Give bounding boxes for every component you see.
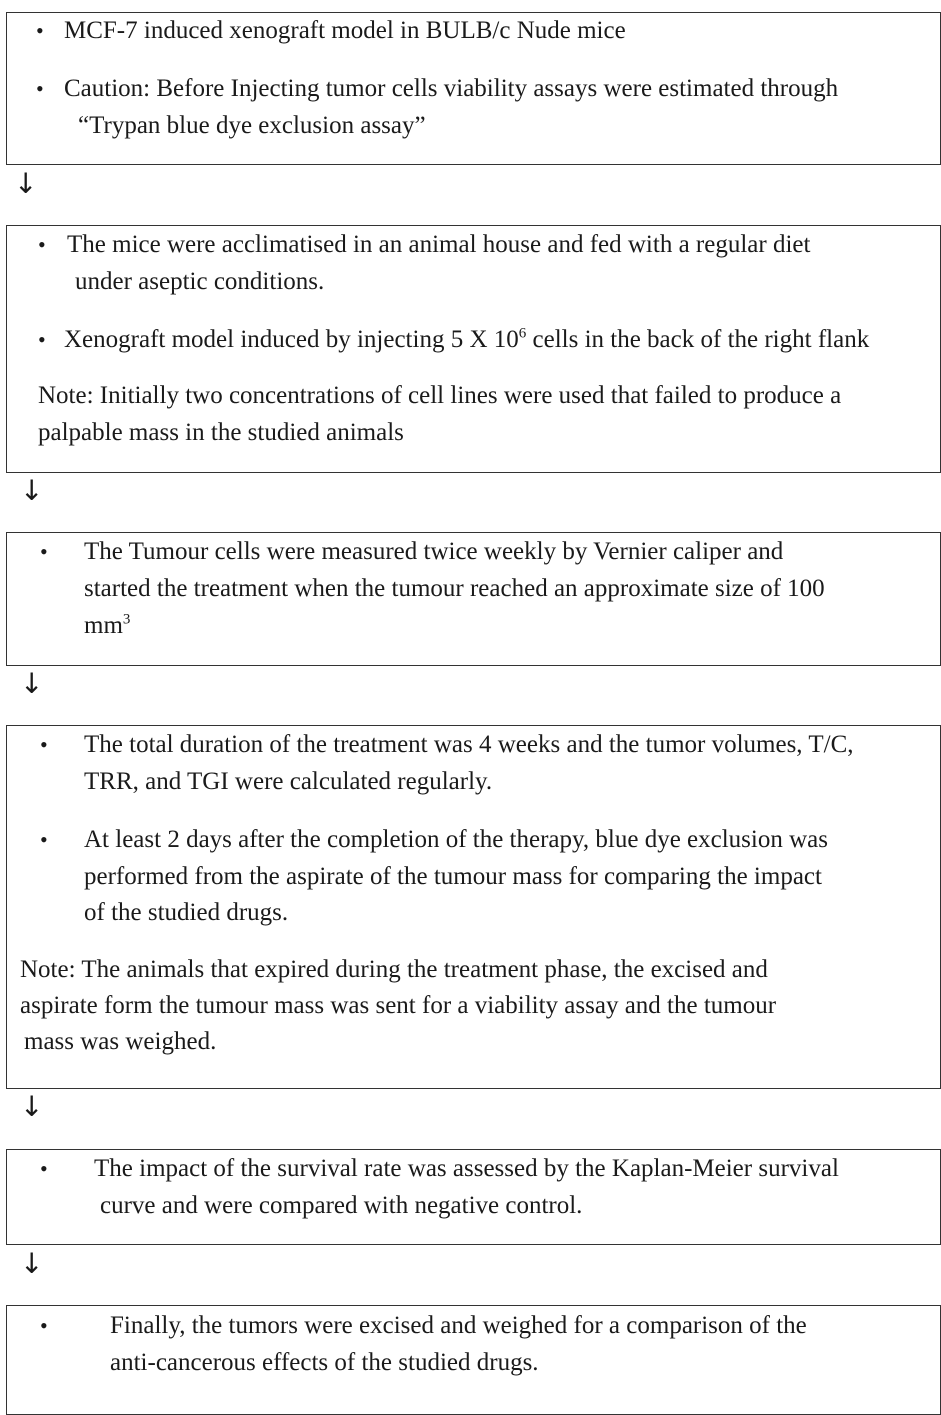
- step-4-bullet-1-line-1: The total duration of the treatment was 4 weeks and the tumor volumes, T/C,: [84, 731, 854, 758]
- bullet-marker: •: [40, 1156, 48, 1181]
- step-4-note-line-1: Note: The animals that expired during the treatment phase, the excised and: [20, 956, 768, 983]
- step-2-bullet-2-text: Xenograft model induced by injecting 5 X 10: [64, 326, 519, 353]
- bullet-marker: •: [36, 76, 44, 101]
- step-4-note-line-2: aspirate form the tumour mass was sent for a viability assay and the tumour: [20, 992, 777, 1019]
- step-1-bullet-2-line-2: “Trypan blue dye exclusion assay”: [78, 112, 426, 139]
- bullet-marker: •: [38, 232, 46, 257]
- step-6-bullet-1-line-2: anti-cancerous effects of the studied drugs.: [110, 1349, 539, 1376]
- step-2-note-line-1: Note: Initially two concentrations of cell lines were used that failed to produce a: [38, 382, 842, 409]
- step-2-bullet-2-text-tail: cells in the back of the right flank: [526, 326, 870, 353]
- bullet-marker: •: [38, 327, 46, 352]
- step-4-bullet-2-line-1: At least 2 days after the completion of the therapy, blue dye exclusion was: [84, 826, 828, 853]
- bullet-marker: •: [40, 1313, 48, 1338]
- step-2-bullet-1-line-2: under aseptic conditions.: [75, 268, 325, 295]
- step-2-note-line-2: palpable mass in the studied animals: [38, 419, 404, 446]
- exponent-3: 3: [122, 611, 131, 628]
- bullet-marker: •: [36, 18, 44, 43]
- flow-arrow-1: ↓: [14, 167, 38, 200]
- step-4-note-line-3: mass was weighed.: [24, 1028, 217, 1055]
- bullet-marker: •: [40, 732, 48, 757]
- bullet-marker: •: [40, 827, 48, 852]
- flow-arrow-3: ↓: [20, 667, 44, 700]
- step-3-bullet-1-line-2: started the treatment when the tumour reached an approximate size of 100: [84, 575, 825, 602]
- step-4-bullet-2-line-2: performed from the aspirate of the tumour mass for comparing the impact: [84, 863, 822, 890]
- step-1-bullet-2-line-1: Caution: Before Injecting tumor cells viability assays were estimated through: [64, 75, 839, 102]
- flow-arrow-2: ↓: [20, 474, 44, 507]
- step-5-bullet-1-line-1: The impact of the survival rate was assessed by the Kaplan-Meier survival: [94, 1155, 839, 1182]
- step-4-bullet-1-line-2: TRR, and TGI were calculated regularly.: [84, 768, 493, 795]
- bullet-marker: •: [40, 539, 48, 564]
- step-2-bullet-1-line-1: The mice were acclimatised in an animal house and fed with a regular diet: [67, 231, 811, 258]
- step-3-bullet-1-line-1: The Tumour cells were measured twice weekly by Vernier caliper and: [84, 538, 784, 565]
- step-2-bullet-2: [64, 321, 869, 358]
- flow-arrow-5: ↓: [20, 1247, 44, 1280]
- step-1-bullet-1-line-1: MCF-7 induced xenograft model in BULB/c Nude mice: [64, 17, 626, 44]
- step-3-bullet-1-line-3: [84, 607, 130, 644]
- flow-arrow-4: ↓: [20, 1090, 44, 1123]
- step-5-bullet-1-line-2: curve and were compared with negative control.: [100, 1192, 583, 1219]
- unit-mm: mm: [84, 612, 123, 639]
- step-6-bullet-1-line-1: Finally, the tumors were excised and weighed for a comparison of the: [110, 1312, 807, 1339]
- step-4-bullet-2-line-3: of the studied drugs.: [84, 899, 289, 926]
- exponent-6: 6: [518, 325, 527, 342]
